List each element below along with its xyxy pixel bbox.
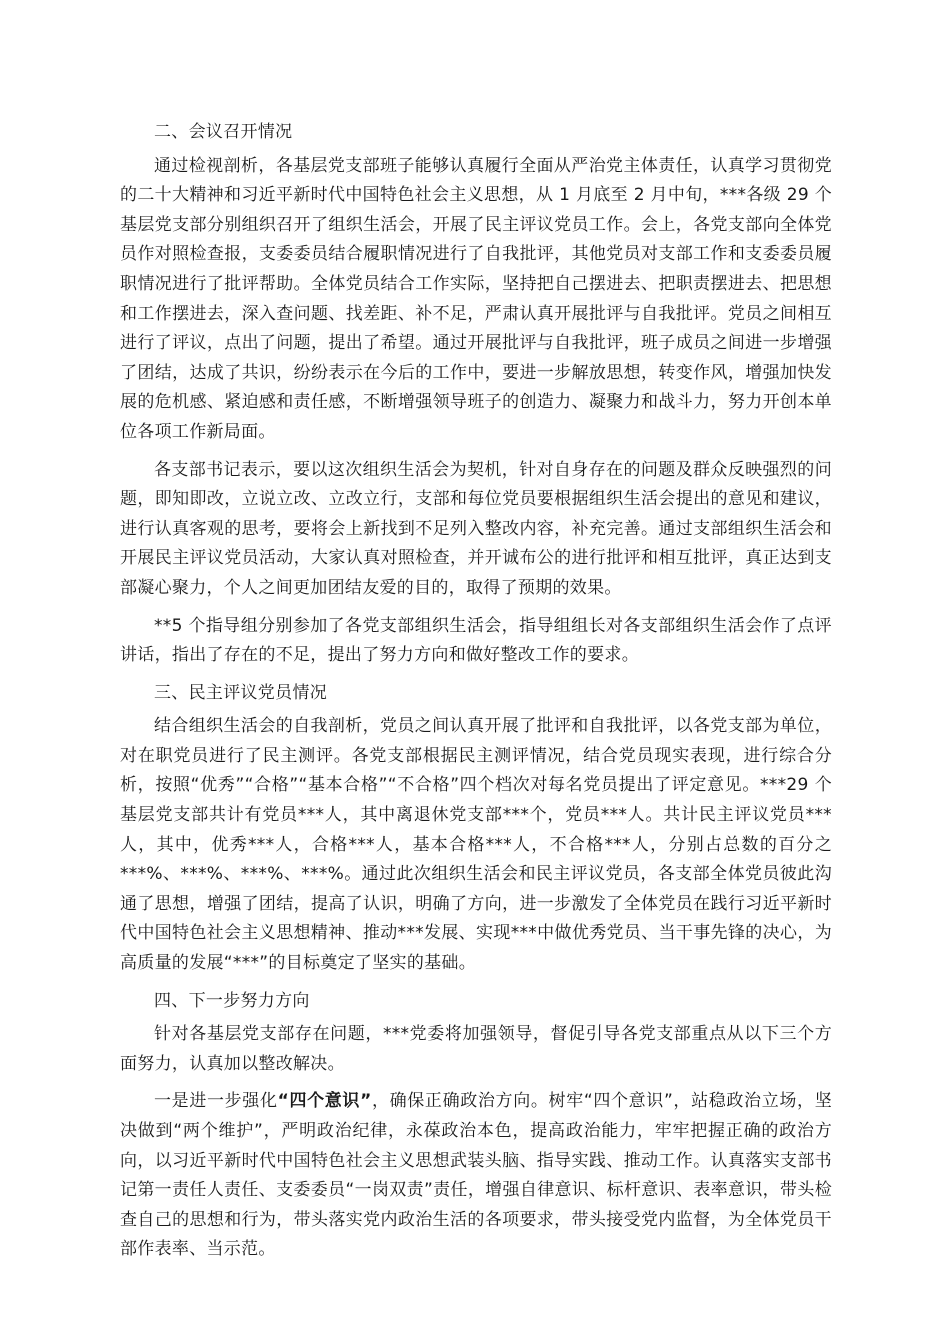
paragraph: 通过检视剖析，各基层党支部班子能够认真履行全面从严治党主体责任，认真学习贯彻党的二十大精神和习近平新时代中国特色社会主义思想，从 1 月底至 2 月中旬，***各级 29 个基层党支部分别组织召开了组织生活会，开展了民主评议党员工作。会上，各党支部向全体党员作对照检查报，支委委员结合履职情况进行了自我批评，其他党员对支部工作和支委委员履职情况进行了批评帮助。全体党员结合工作实际，坚持把自己摆进去、把职责摆进去、把思想和工作摆进去，深入查问题、找差距、补不足，严肃认真开展批评与自我批评。党员之间相互进行了评议，点出了问题，提出了希望。通过开展批评与自我批评，班子成员之间进一步增强了团结，达成了共识，纷纷表示在今后的工作中，要进一步解放思想，转变作风，增强加快发展的危机感、紧迫感和责任感，不断增强领导班子的创造力、凝聚力和战斗力，努力开创本单位各项工作新局面。 xyxy=(120,155,832,442)
paragraph: 针对各基层党支部存在问题，***党委将加强领导，督促引导各党支部重点从以下三个方面努力，认真加以整改解决。 xyxy=(120,1024,832,1074)
paragraph: 结合组织生活会的自我剖析，党员之间认真开展了批评和自我批评，以各党支部为单位，对在职党员进行了民主测评。各党支部根据民主测评情况，结合党员现实表现，进行综合分析，按照“优秀”“合格”“基本合格”“不合格”四个档次对每名党员提出了评定意见。***29 个基层党支部共计有党员***人，其中离退休党支部***个，党员***人。共计民主评议党员***人，其中，优秀***人，合格***人，基本合格***人，不合格***人，分别占总数的百分之***%、***%、***%、***%。通过此次组织生活会和民主评议党员，各支部全体党员彼此沟通了思想，增强了团结，提高了认识，明确了方向，进一步激发了全体党员在践行习近平新时代中国特色社会主义思想精神、推动***发展、实现***中做优秀党员、当干事先锋的决心，为高质量的发展“***”的目标奠定了坚实的基础。 xyxy=(120,716,832,974)
document-page xyxy=(120,118,832,1273)
section-heading-evaluation: 三、民主评议党员情况 xyxy=(154,682,327,703)
bold-quote: “四个意识” xyxy=(277,1091,372,1112)
paragraph-first-measure xyxy=(120,1087,832,1265)
section-heading-meeting: 二、会议召开情况 xyxy=(154,122,293,142)
paragraph: **5 个指导组分别参加了各党支部组织生活会，指导组组长对各支部组织生活会作了点评讲话，指出了存在的不足，提出了努力方向和做好整改工作的要求。 xyxy=(120,615,832,666)
paragraph-lead: 一是进一步强化 xyxy=(154,1091,278,1112)
section-heading-next-steps: 四、下一步努力方向 xyxy=(154,990,310,1011)
paragraph-rest: ，确保正确政治方向。树牢“四个意识”，站稳政治立场，坚决做到“两个维护”，严明政治纪律，永葆政治本色，提高政治能力，牢牢把握正确的政治方向，以习近平新时代中国特色社会主义思想武装头脑、指导实践、推动工作。认真落实支部书记第一责任人责任、支委委员“一岗双责”责任，增强自律意识、标杆意识、表率意识，带头检查自己的思想和行为，带头落实党内政治生活的各项要求，带头接受党内监督，为全体党员干部作表率、当示范。 xyxy=(120,1091,832,1260)
paragraph: 各支部书记表示，要以这次组织生活会为契机，针对自身存在的问题及群众反映强烈的问题，即知即改，立说立改、立改立行，支部和每位党员要根据组织生活会提出的意见和建议，进行认真客观的思考，要将会上新找到不足列入整改内容，补充完善。通过支部组织生活会和开展民主评议党员活动，大家认真对照检查，并开诚布公的进行批评和相互批评，真正达到支部凝心聚力，个人之间更加团结友爱的目的，取得了预期的效果。 xyxy=(120,459,832,598)
